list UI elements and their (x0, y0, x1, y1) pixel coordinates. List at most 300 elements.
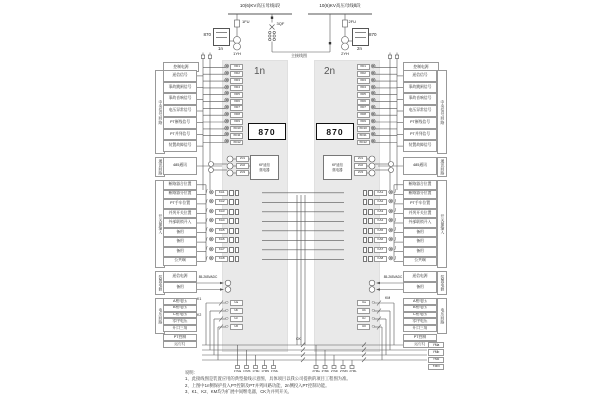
terminal-tag: XD12 (230, 140, 243, 146)
relay-tag: KA4 (215, 218, 228, 224)
label-cell: 装置故障信号 (403, 140, 437, 152)
left-input-vertical-label: 开关量输入 (155, 180, 165, 268)
symbol-row (350, 139, 376, 146)
device-front-2 (352, 28, 369, 46)
switch-k1-label: K1 (197, 297, 202, 301)
device-2-name: 2n (356, 46, 362, 51)
contact-icon: / (394, 236, 396, 243)
lamp-icon: ⊗ (224, 124, 230, 132)
terminal-icon (363, 199, 367, 205)
contact-icon: / (394, 255, 396, 262)
contact-icon: / (394, 227, 396, 234)
relay-tag: KA2 (215, 199, 228, 205)
lamp-icon: ⊗ (224, 76, 230, 84)
relay-coil-icon: ⊗ (387, 236, 394, 243)
left-signal-vertical-label: 中央信号回路 (155, 70, 165, 154)
terminal-tag: ZJ2 (236, 163, 249, 169)
relay-coil-icon: ⊗ (208, 198, 215, 205)
output-contact-row (206, 188, 264, 198)
device-1-model: 870 (203, 32, 211, 37)
output-contact-row (206, 255, 264, 265)
terminal-icon (229, 218, 233, 224)
contact-rows-1n (206, 188, 264, 264)
terminal-icon (363, 247, 367, 253)
right-power-note: 85-265VADC (383, 275, 403, 279)
fuse-1-label: 1FU (242, 18, 250, 24)
label-cell: 断路器合位置 (403, 180, 437, 190)
relay-tag: KA5 (374, 228, 387, 234)
bus-section-1-label: 10(6)KV高压母线Ⅰ段 (239, 3, 281, 8)
contact-icon: / (206, 236, 208, 243)
winding-icon: ○ (371, 324, 375, 330)
terminal-icon (368, 228, 372, 234)
label-cell: PT手车位置 (163, 199, 197, 209)
label-cell: 事故跳闸信号 (403, 82, 437, 94)
winding-icon: ○ (225, 308, 229, 314)
ground-terminal-label: 1YMa (233, 368, 242, 373)
tag-row (354, 156, 366, 163)
terminal-icon (229, 256, 233, 262)
winding-icon: ○ (371, 316, 375, 322)
relay-box-line1: KF遥信 (258, 163, 271, 168)
fuse-2-label: 2FU (348, 18, 357, 24)
symbol-row (225, 315, 247, 323)
contact-icon: / (206, 255, 208, 262)
terminal-tag: XD6 (357, 99, 370, 105)
relay-tag: KA4 (374, 218, 387, 224)
label-cell: 零序电压 (403, 318, 437, 325)
terminal-tag: ZJ1 (236, 156, 249, 162)
right-voltage-rows (403, 298, 437, 332)
winding-icon: ○ (225, 316, 229, 322)
relay-tag: KA1 (374, 190, 387, 196)
lamp-icon: ⊗ (370, 110, 376, 118)
terminal-tag: XD4 (230, 85, 243, 91)
label-cell: A相电压 (163, 298, 197, 305)
device-2-model: 870 (369, 32, 377, 37)
relay-tag: KA5 (215, 228, 228, 234)
relay-coil-icon: ⊗ (387, 207, 394, 215)
ground-terminal-label: 1YMb (243, 368, 251, 373)
terminal-tag: XD3 (357, 78, 370, 84)
right-power-rows (403, 271, 437, 293)
output-contact-row (336, 255, 396, 265)
output-contact-row (336, 188, 396, 198)
relay-coil-icon: ⊗ (208, 217, 215, 224)
tag-row (236, 163, 248, 170)
lamp-column-2n (350, 64, 376, 146)
label-cell: 开口三角 (403, 325, 437, 332)
right-input-rows (403, 180, 437, 266)
label-cell: 备用 (403, 247, 437, 257)
relay-box-2n (323, 155, 352, 180)
terminal-icon (368, 199, 372, 205)
label-cell: 公共端 (163, 257, 197, 267)
label-cell: 485通讯 (403, 157, 437, 175)
label-cell: B相电压 (163, 305, 197, 312)
contact-icon: / (394, 208, 396, 215)
left-voltage-rows (163, 298, 197, 332)
bus-section-2-label: 10(6)KV高压母线Ⅱ段 (319, 3, 361, 8)
left-comm-rows (163, 157, 197, 175)
lamp-icon: ⊗ (224, 90, 230, 98)
lamp-icon: ⊗ (370, 117, 376, 125)
terminal-icon (368, 256, 372, 262)
relay-coil-icon: ⊗ (208, 245, 215, 253)
relay-box-line2: 继电器 (259, 167, 270, 172)
label-cell: 485通讯 (163, 157, 197, 175)
terminal-tag: XD10 (357, 126, 370, 132)
lamp-icon: ⊗ (224, 63, 230, 71)
terminal-tag: XD9 (357, 119, 370, 125)
lamp-icon: ⊗ (370, 69, 376, 77)
tag-row (354, 170, 366, 177)
relay-coil-icon: ⊗ (208, 226, 215, 234)
terminal-tag: XD2 (230, 71, 243, 77)
terminal-icon (363, 237, 367, 243)
lamp-icon: ⊗ (370, 124, 376, 132)
terminal-tag: XD7 (230, 105, 243, 111)
label-cell: 断路器分位置 (403, 190, 437, 200)
main-wiring-label: 主接线图 (291, 53, 307, 58)
terminal-icon (235, 218, 239, 224)
label-cell: 备用 (403, 228, 437, 238)
relay-tag: KA3 (374, 209, 387, 215)
contact-icon: / (206, 208, 208, 215)
terminal-icon (368, 247, 372, 253)
terminal-tag: XD1 (230, 64, 243, 70)
symbol-row (224, 139, 252, 146)
terminal-icon (235, 190, 239, 196)
label-cell: PT控制 (163, 334, 197, 341)
relay-coil-icon: ⊗ (208, 188, 215, 196)
note-item-1: 1、此接线图是装置应用的典型接线示意图，具体项目以我公司提供的项目工程图为准。 (185, 376, 351, 382)
terminal-icon (363, 209, 367, 215)
label-cell: 装置故障信号 (163, 140, 197, 152)
device-1-name: 1n (217, 46, 223, 51)
right-input-vertical-label: 开关量输入 (437, 180, 447, 268)
label-cell: C相电压 (403, 312, 437, 319)
terminal-tag: XD2 (357, 71, 370, 77)
notes-block (185, 370, 430, 396)
label-cell: 外部联锁开入 (163, 218, 197, 228)
terminal-tag: XD8 (357, 112, 370, 118)
lamp-icon: ⊗ (370, 131, 376, 139)
terminal-tag: XD1 (357, 64, 370, 70)
terminal-tag: ZJ3 (236, 170, 249, 176)
terminal-tag: ZJ2 (354, 163, 367, 169)
contact-icon: / (206, 246, 208, 253)
label-cell: 并列开关位置 (163, 209, 197, 219)
output-contact-row (206, 217, 264, 227)
winding-icon: ○ (225, 324, 229, 330)
right-signal-vertical-label: 中央信号回路 (437, 70, 447, 154)
terminal-icon (363, 190, 367, 196)
lamp-icon: ⊗ (224, 131, 230, 139)
symbol-row (225, 307, 247, 315)
terminal-tag: Ua (357, 300, 370, 306)
terminal-icon (235, 247, 239, 253)
switch-k2-label: K2 (197, 313, 202, 317)
contact-icon: / (394, 217, 396, 224)
relay-coil-icon: ⊗ (208, 255, 215, 262)
switch-ck-label: CK (296, 336, 301, 341)
label-cell: A相电压 (403, 298, 437, 305)
relay-box-line1: KF遥信 (331, 163, 344, 168)
label-cell: 断路器分位置 (163, 190, 197, 200)
output-contact-row (206, 236, 264, 246)
ground-terminal-label: 1YML (270, 368, 279, 373)
terminal-tag: XD5 (357, 92, 370, 98)
relay-tag: KA8 (215, 256, 228, 262)
terminal-icon (363, 256, 367, 262)
panel-1n-title: 1n (254, 66, 266, 77)
terminal-icon (229, 228, 233, 234)
winding-icon: ○ (371, 300, 375, 306)
terminal-icon (235, 256, 239, 262)
terminal-icon (368, 218, 372, 224)
contact-icon: / (206, 198, 208, 205)
label-cell: PT并列信号 (403, 129, 437, 141)
ct-tags-2n (354, 156, 366, 177)
label-cell: B相电压 (403, 305, 437, 312)
contact-icon: / (206, 227, 208, 234)
lamp-icon: ⊗ (224, 117, 230, 125)
contact-icon: / (206, 189, 208, 196)
note-item-3: 3、K1、K2、KM均为扩展中间继电器，CK为并列开关。 (185, 389, 292, 395)
label-cell: 事故跳闸信号 (163, 82, 197, 94)
lamp-icon: ⊗ (370, 83, 376, 91)
terminal-tag: XD5 (230, 92, 243, 98)
label-cell: 备用 (403, 282, 437, 293)
lamp-icon: ⊗ (370, 97, 376, 105)
terminal-tag: Uc (230, 316, 243, 322)
ct-tags-1n (236, 156, 248, 177)
label-cell: 事故音响信号 (163, 93, 197, 105)
terminal-tag: Ua (230, 300, 243, 306)
label-cell: PT断线信号 (403, 117, 437, 129)
right-control-power-header: 控制电源 (403, 62, 439, 72)
relay-tag: KA7 (374, 247, 387, 253)
left-input-rows (163, 180, 197, 266)
label-cell: YMa (428, 342, 444, 348)
label-cell: YMN (428, 364, 444, 370)
lamp-icon: ⊗ (224, 104, 230, 112)
notes-title: 说明： (185, 370, 198, 375)
left-signal-rows (163, 70, 197, 152)
terminal-icon (368, 237, 372, 243)
device-870-box-1n: 870 (248, 123, 286, 140)
label-cell: 事故音响信号 (403, 93, 437, 105)
ground-terminal-label: 1YMN (261, 368, 270, 373)
label-cell: 并列开关位置 (403, 209, 437, 219)
relay-box-line2: 继电器 (332, 167, 343, 172)
terminal-icon (229, 199, 233, 205)
pt-secondary-2n (353, 299, 375, 331)
contact-rows-2n (336, 188, 396, 264)
label-cell: PT断线信号 (163, 117, 197, 129)
ground-terminal-label: 2YMb (321, 368, 329, 373)
symbol-row (353, 315, 375, 323)
relay-tag: KA6 (215, 237, 228, 243)
label-cell: 备用 (403, 237, 437, 247)
terminal-tag: XD9 (230, 119, 243, 125)
relay-coil-icon: ⊗ (387, 217, 394, 224)
left-voltage-vertical-label: 电压回路 (155, 298, 165, 334)
terminal-icon (235, 237, 239, 243)
relay-coil-icon: ⊗ (208, 236, 215, 243)
winding-icon: ○ (371, 308, 375, 314)
terminal-tag: Ub (357, 308, 370, 314)
left-control-power-header: 控制电源 (163, 62, 199, 72)
terminal-tag: XD6 (230, 99, 243, 105)
label-cell: 备用 (163, 237, 197, 247)
label-cell: PT控制 (403, 334, 437, 341)
relay-coil-icon: ⊗ (387, 226, 394, 234)
right-power-vertical-label: 装置电源 (437, 271, 447, 295)
label-cell: 公共端 (403, 257, 437, 267)
contact-icon: / (394, 198, 396, 205)
left-power-rows (163, 271, 197, 293)
lamp-icon: ⊗ (224, 110, 230, 118)
right-voltage-vertical-label: 电压回路 (437, 298, 447, 334)
label-cell: 外部联锁开入 (403, 218, 437, 228)
label-cell: 电压异常信号 (163, 105, 197, 117)
left-pt-control-box (163, 334, 197, 348)
symbol-row (353, 307, 375, 315)
terminal-icon (363, 218, 367, 224)
relay-tag: KA2 (374, 199, 387, 205)
symbol-row (353, 299, 375, 307)
label-cell: 备用 (163, 247, 197, 257)
lamp-icon: ⊗ (224, 97, 230, 105)
pt-2-label: 2YH (341, 50, 349, 56)
label-cell: 运行灯 (403, 341, 437, 348)
switch-km-label: KM (385, 295, 391, 300)
terminal-icon (229, 209, 233, 215)
lamp-icon: ⊗ (370, 76, 376, 84)
symbol-row (225, 323, 247, 331)
label-cell: 遥信信号 (403, 70, 437, 82)
lamp-icon: ⊗ (224, 138, 230, 146)
pt-secondary-1n (225, 299, 247, 331)
terminal-icon (363, 228, 367, 234)
output-contact-row (336, 236, 396, 246)
device-front-1 (213, 28, 230, 46)
output-contact-row (206, 207, 264, 217)
symbol-row (225, 299, 247, 307)
label-cell: 遥信信号 (163, 70, 197, 82)
tie-breaker-label: 3QF (276, 21, 285, 26)
terminal-icon (229, 190, 233, 196)
label-cell: 备用 (163, 228, 197, 238)
lamp-icon: ⊗ (224, 83, 230, 91)
label-cell: YMc (428, 357, 444, 363)
output-contact-row (336, 207, 396, 217)
label-cell: 零序电压 (163, 318, 197, 325)
terminal-icon (368, 209, 372, 215)
output-contact-row (336, 245, 396, 255)
lamp-icon: ⊗ (370, 138, 376, 146)
output-contact-row (336, 198, 396, 208)
left-comm-vertical-label: 通讯回路 (155, 157, 165, 177)
label-cell: 备用 (163, 282, 197, 293)
output-contact-row (206, 198, 264, 208)
label-cell: 遥信电源 (163, 271, 197, 282)
label-cell: PT手车位置 (403, 199, 437, 209)
left-power-vertical-label: 装置电源 (155, 271, 165, 295)
relay-coil-icon: ⊗ (387, 255, 394, 262)
terminal-tag: XD11 (357, 133, 370, 139)
tag-row (236, 156, 248, 163)
output-contact-row (336, 217, 396, 227)
contact-icon: / (206, 217, 208, 224)
right-signal-rows (403, 70, 437, 152)
tag-row (236, 170, 248, 177)
relay-coil-icon: ⊗ (387, 198, 394, 205)
terminal-tag: Uc (357, 316, 370, 322)
lamp-icon: ⊗ (224, 69, 230, 77)
terminal-tag: XD8 (230, 112, 243, 118)
relay-coil-icon: ⊗ (208, 207, 215, 215)
label-cell: 运行灯 (163, 341, 197, 348)
terminal-icon (368, 190, 372, 196)
ground-terminal-label: 2YMN (339, 368, 348, 373)
pt-1-label: 1YH (233, 50, 241, 56)
label-cell: 断路器合位置 (163, 180, 197, 190)
lamp-column-1n (224, 64, 252, 146)
output-contact-row (206, 245, 264, 255)
label-cell: PT并列信号 (163, 129, 197, 141)
relay-box-1n (250, 155, 279, 180)
relay-coil-icon: ⊗ (387, 245, 394, 253)
label-cell: 电压异常信号 (403, 105, 437, 117)
label-cell: 遥信电源 (403, 271, 437, 282)
ground-terminal-label: 1YMc (252, 368, 260, 373)
contact-icon: / (394, 189, 396, 196)
relay-tag: KA8 (374, 256, 387, 262)
terminal-tag: U0 (357, 324, 370, 330)
label-cell: C相电压 (163, 312, 197, 319)
terminal-icon (235, 209, 239, 215)
output-contact-row (336, 226, 396, 236)
right-comm-vertical-label: 通讯回路 (437, 157, 447, 177)
right-comm-rows (403, 157, 437, 175)
terminal-icon (235, 199, 239, 205)
relay-tag: KA1 (215, 190, 228, 196)
terminal-tag: ZJ3 (354, 170, 367, 176)
label-cell: YMb (428, 349, 444, 355)
note-item-2: 2、上图中1n侧保护投入PT控制及PT并列回路功能，2n侧投入PT控制功能。 (185, 382, 330, 388)
terminal-tag: U0 (230, 324, 243, 330)
lamp-icon: ⊗ (370, 104, 376, 112)
terminal-tag: XD4 (357, 85, 370, 91)
winding-icon: ○ (225, 300, 229, 306)
terminal-icon (235, 228, 239, 234)
ground-terminal-label: 2YMa (312, 368, 320, 373)
terminal-tag: XD12 (357, 140, 370, 146)
left-power-note: 85-265VADC (198, 275, 218, 279)
terminal-tag: XD3 (230, 78, 243, 84)
contact-icon: / (394, 246, 396, 253)
relay-tag: KA3 (215, 209, 228, 215)
symbol-row (353, 323, 375, 331)
ground-terminal-label: 2YMc (330, 368, 339, 373)
relay-tag: KA6 (374, 237, 387, 243)
terminal-icon (229, 247, 233, 253)
terminal-icon (229, 237, 233, 243)
terminal-tag: Ub (230, 308, 243, 314)
